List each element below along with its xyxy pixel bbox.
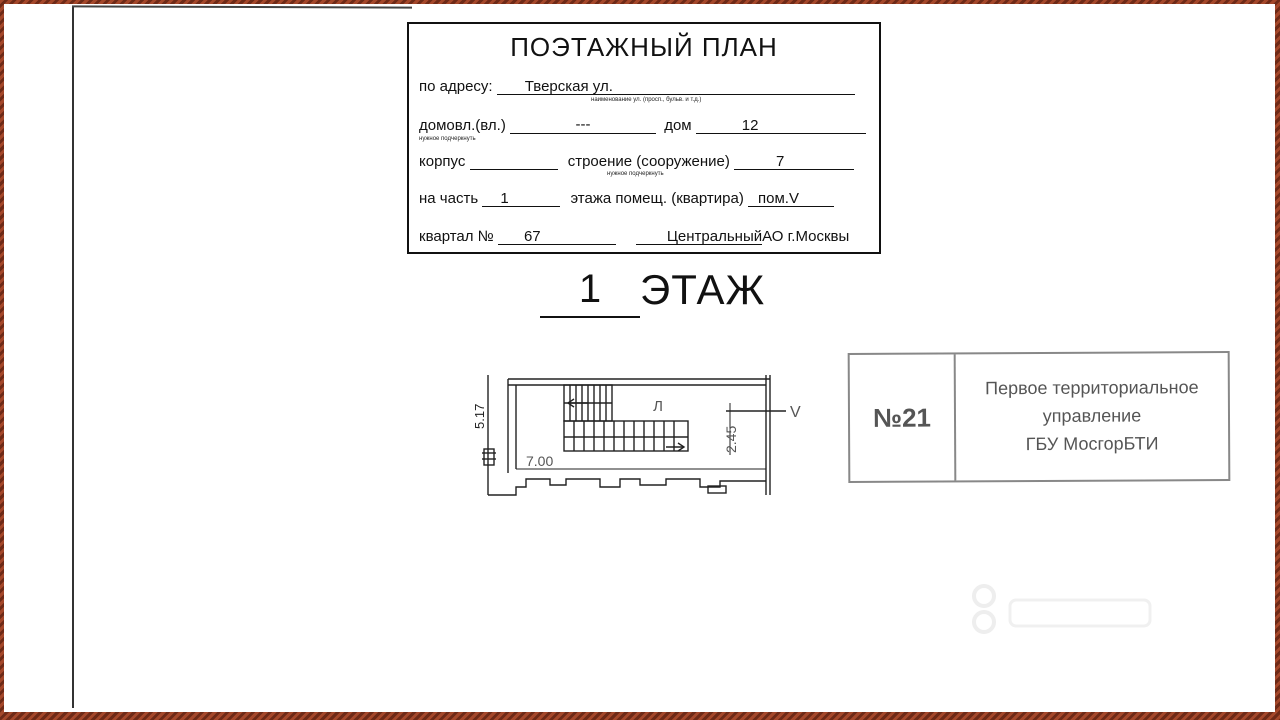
scan-edge [72, 6, 80, 708]
korpus-label: корпус [419, 153, 466, 170]
dom-value: 12 [696, 117, 866, 134]
address-value: Тверская ул. [497, 78, 855, 95]
domovl-value: --- [510, 116, 656, 134]
watermark-icon [960, 570, 1160, 640]
domovl-row [419, 116, 866, 134]
pom-value: пом.V [748, 190, 834, 207]
stroenie-hint: нужное подчеркнуть [607, 171, 664, 177]
chast-label: на часть [419, 190, 479, 207]
floor-plan-drawing [470, 365, 810, 505]
room-number: V [790, 404, 801, 421]
okrug-value: Центральный [636, 228, 762, 245]
plan-fixture [484, 449, 494, 465]
height-dimension: 2.45 [723, 425, 739, 453]
chast-row [419, 190, 834, 207]
kvartal-value: 67 [498, 228, 616, 245]
address-row [419, 78, 855, 95]
watermark-logo [960, 570, 1160, 640]
room-label: Л [653, 398, 663, 415]
side-dimension: 5.17 [472, 403, 487, 429]
bti-line-1: Первое территориальное [985, 377, 1199, 399]
bti-line-3: ГБУ МосгорБТИ [1025, 433, 1159, 455]
stroenie-value: 7 [734, 153, 854, 170]
okrug-suffix: АО г.Москвы [762, 228, 850, 245]
korpus-value [470, 152, 558, 170]
floor-heading: ЭТАЖ [640, 266, 766, 313]
stamp-title: ПОЭТАЖНЫЙ ПЛАН [510, 32, 778, 62]
bti-stamp-number: №21 [850, 354, 957, 481]
width-dimension: 7.00 [526, 453, 554, 469]
etazha-label: этажа помещ. (квартира) [570, 190, 744, 207]
stroenie-label: строение (сооружение) [567, 153, 730, 170]
bti-stamp-text [956, 373, 1228, 458]
chast-value: 1 [482, 190, 560, 207]
kvartal-label: квартал № [419, 228, 494, 245]
kvartal-row [419, 228, 849, 245]
domovl-label: домовл.(вл.) [419, 117, 506, 134]
dom-label: дом [664, 117, 692, 134]
floor-plan-stamp [407, 22, 881, 254]
address-label: по адресу: [419, 78, 493, 95]
floor-number: 1 [540, 262, 640, 318]
bti-line-2: управление [1042, 405, 1142, 426]
address-hint: наименование ул. (просп., бульв. и т.д.) [591, 97, 702, 103]
korpus-row [419, 152, 854, 170]
domovl-hint: нужное подчеркнуть [419, 136, 476, 142]
bti-stamp [848, 351, 1231, 483]
